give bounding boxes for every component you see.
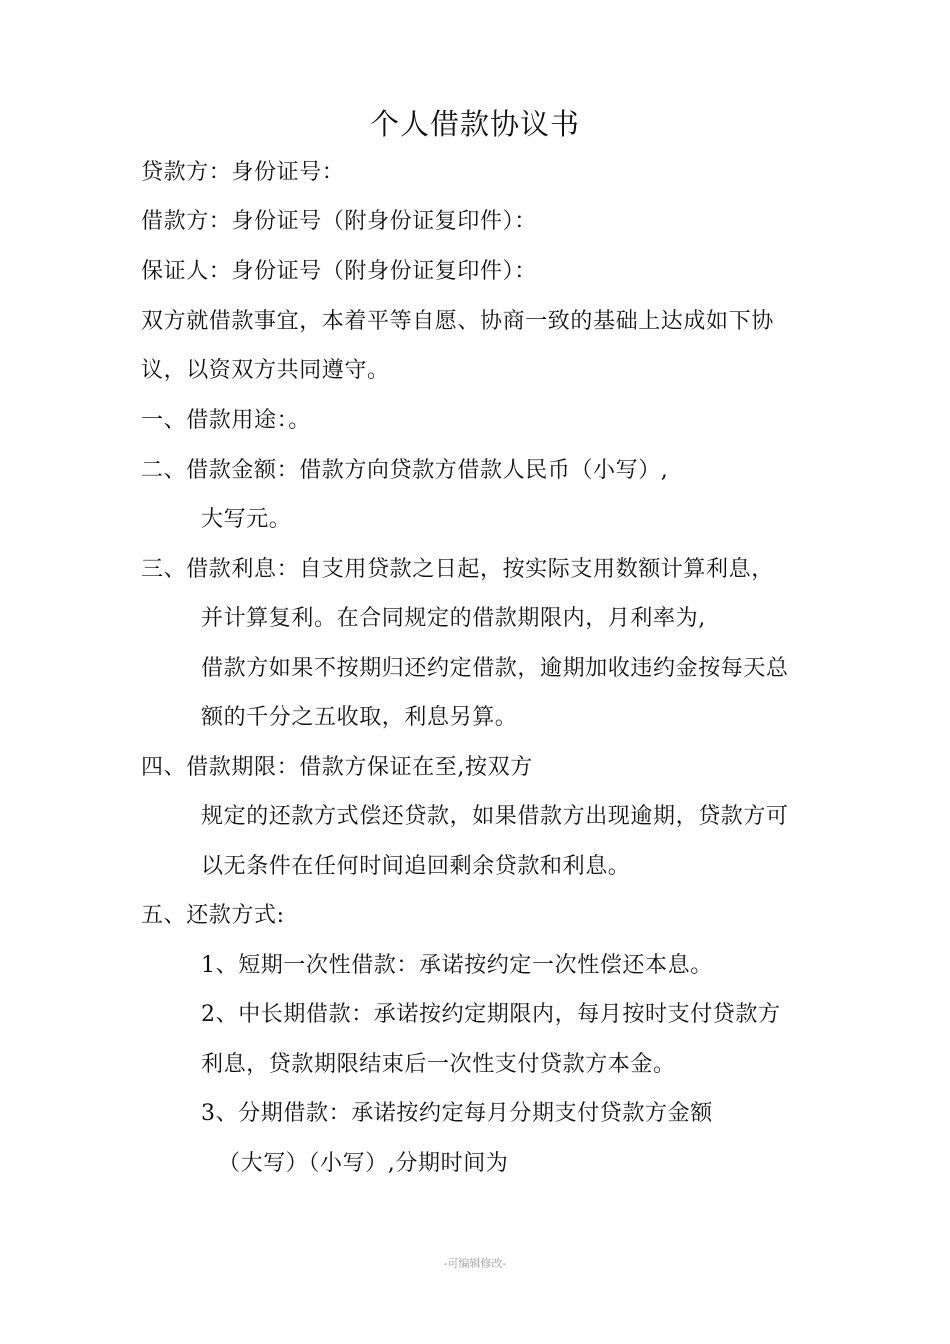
clause-3-interest-cont-1: 并计算复利。在合同规定的借款期限内，月利率为, bbox=[201, 606, 706, 631]
clause-4-term-cont-1: 规定的还款方式偿还贷款，如果借款方出现逾期，贷款方可 bbox=[201, 804, 789, 829]
intro-line-1: 双方就借款事宜，本着平等自愿、协商一致的基础上达成如下协 bbox=[141, 309, 774, 334]
repayment-option-2: 2、中长期借款：承诺按约定期限内，每月按时支付贷款方 bbox=[201, 1002, 781, 1027]
page-footer: -可编辑修改- bbox=[443, 1257, 507, 1270]
intro-line-2: 议，以资双方共同遵守。 bbox=[141, 358, 390, 383]
repayment-option-3: 3、分期借款：承诺按约定每月分期支付贷款方金额 bbox=[201, 1101, 713, 1126]
document-title: 个人借款协议书 bbox=[369, 107, 580, 141]
clause-2-amount-cont: 大写元。 bbox=[201, 507, 292, 532]
borrower-line: 借款方：身份证号（附身份证复印件）： bbox=[141, 209, 537, 234]
clause-1-purpose: 一、借款用途：。 bbox=[141, 408, 311, 433]
clause-4-term-cont-2: 以无条件在任何时间追回剩余贷款和利息。 bbox=[201, 854, 631, 879]
lender-line: 贷款方：身份证号： bbox=[141, 160, 345, 185]
clause-3-interest-cont-2: 借款方如果不按期归还约定借款，逾期加收违约金按每天总 bbox=[201, 656, 789, 681]
clause-3-interest: 三、借款利息：自支用贷款之日起，按实际支用数额计算利息， bbox=[141, 557, 774, 582]
clause-4-term: 四、借款期限：借款方保证在至,按双方 bbox=[141, 755, 533, 780]
repayment-option-1: 1、短期一次性借款：承诺按约定一次性偿还本息。 bbox=[201, 953, 713, 978]
guarantor-line: 保证人：身份证号（附身份证复印件）： bbox=[141, 259, 537, 284]
clause-5-repayment: 五、还款方式: bbox=[141, 903, 285, 928]
clause-3-interest-cont-3: 额的千分之五收取，利息另算。 bbox=[201, 705, 518, 730]
repayment-option-3-cont: （大写）（小写）,分期时间为 bbox=[218, 1151, 509, 1176]
repayment-option-2-cont: 利息，贷款期限结束后一次性支付贷款方本金。 bbox=[201, 1052, 676, 1077]
clause-2-amount: 二、借款金额：借款方向贷款方借款人民币（小写）, bbox=[141, 458, 669, 483]
